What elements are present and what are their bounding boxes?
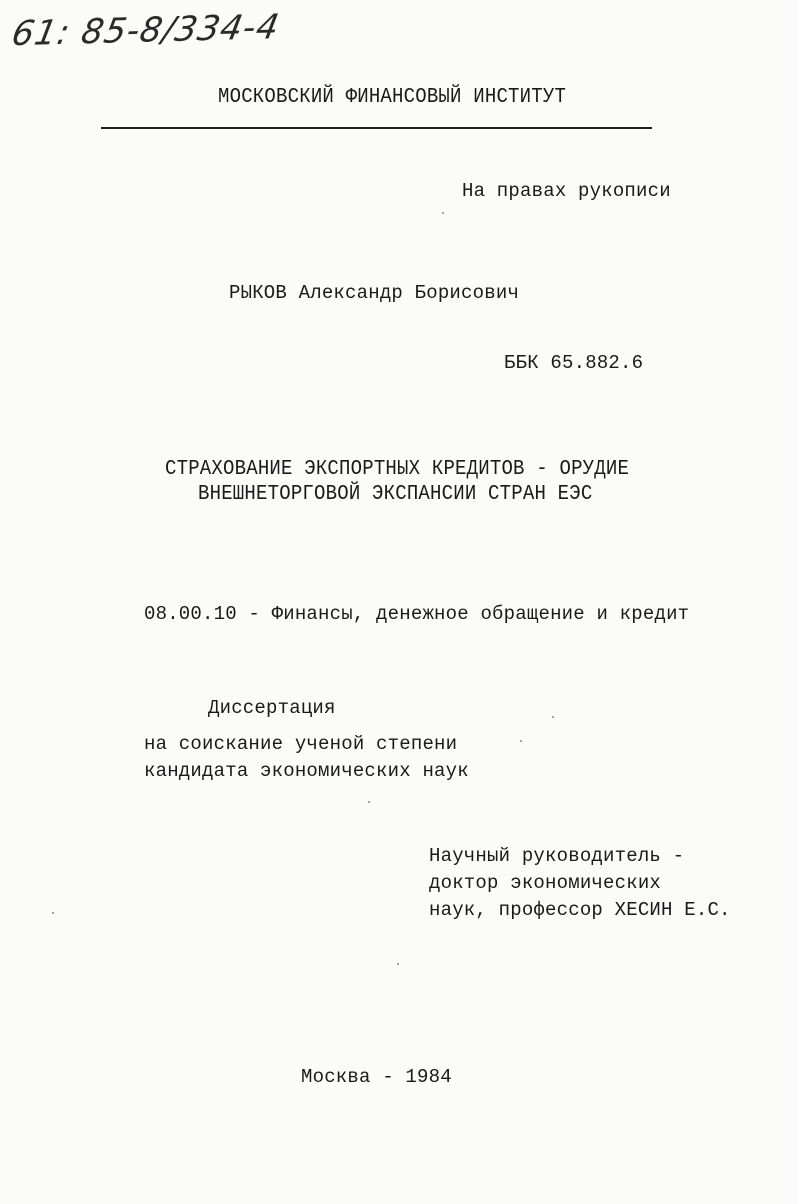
header-divider <box>101 127 652 129</box>
scan-speck <box>52 912 54 914</box>
specialty-code: 08.00.10 - Финансы, денежное обращение и кредит <box>144 603 690 625</box>
bbk-code: ББК 65.882.6 <box>504 352 644 374</box>
degree-line-1: на соискание ученой степени <box>144 733 458 755</box>
archive-mark: 61: 85-8/334-4 <box>8 7 283 55</box>
title-line-2: ВНЕШНЕТОРГОВОЙ ЭКСПАНСИИ СТРАН ЕЭС <box>198 481 593 506</box>
scan-speck <box>552 716 554 718</box>
scan-speck <box>520 740 522 742</box>
scan-speck <box>442 212 444 214</box>
supervisor-line-3: наук, профессор ХЕСИН Е.С. <box>429 899 731 921</box>
supervisor-line-2: доктор экономических <box>429 872 662 894</box>
author-name: РЫКОВ Александр Борисович <box>229 282 520 304</box>
supervisor-line-1: Научный руководитель - <box>429 845 685 867</box>
degree-line-2: кандидата экономических наук <box>144 760 469 782</box>
title-line-1: СТРАХОВАНИЕ ЭКСПОРТНЫХ КРЕДИТОВ - ОРУДИЕ <box>165 456 630 481</box>
scan-speck <box>368 801 370 803</box>
work-type-label: Диссертация <box>208 697 336 719</box>
scan-speck <box>397 963 399 965</box>
institution-name: МОСКОВСКИЙ ФИНАНСОВЫЙ ИНСТИТУТ <box>218 84 567 109</box>
manuscript-rights: На правах рукописи <box>462 180 671 202</box>
place-and-year: Москва - 1984 <box>301 1066 452 1088</box>
